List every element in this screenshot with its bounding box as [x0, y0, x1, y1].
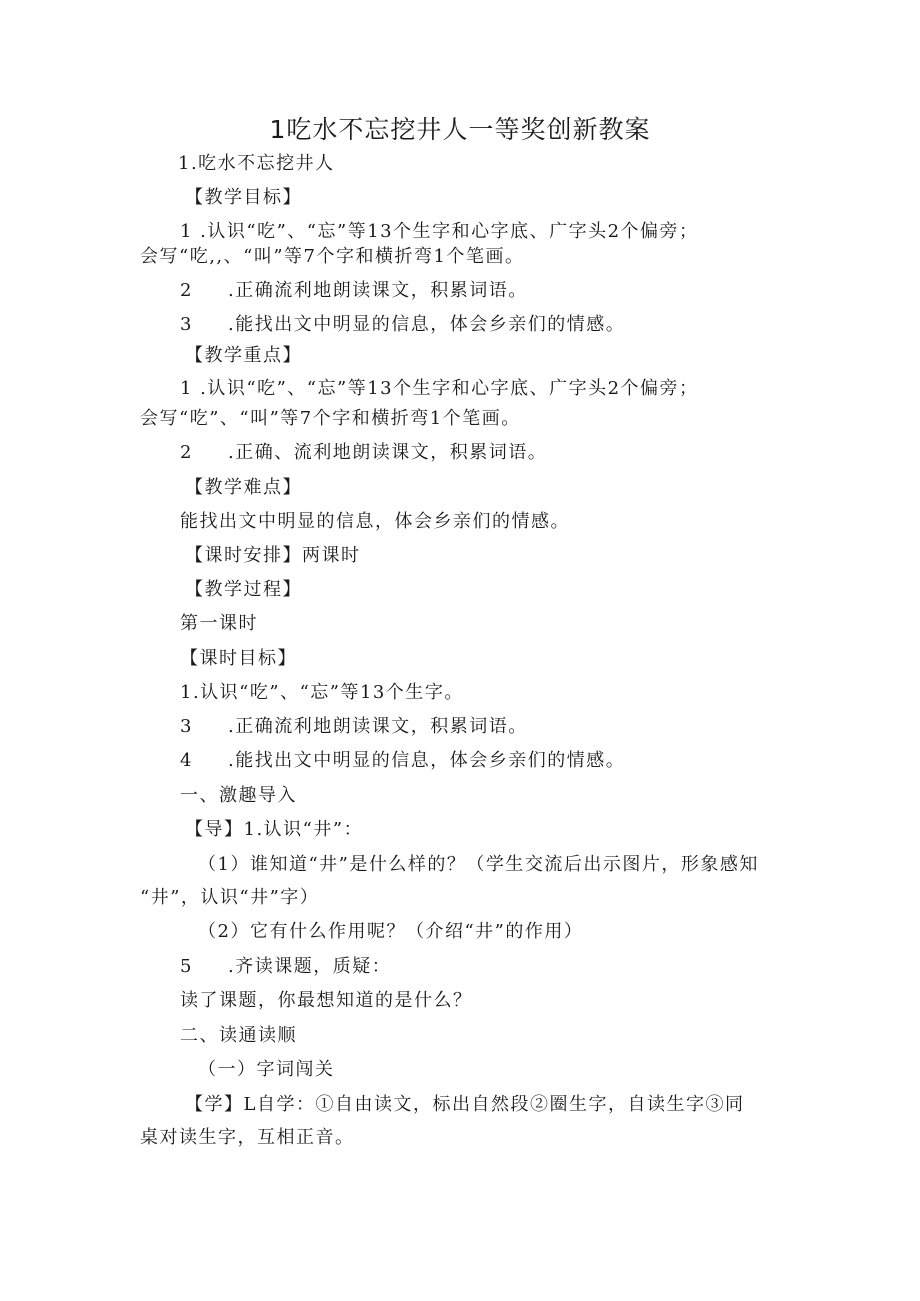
section-heading-lesson-goals: 【课时目标】	[180, 648, 297, 669]
item-text: .能找出文中明显的信息，体会乡亲们的情感。	[228, 750, 626, 771]
numbered-item	[180, 313, 625, 337]
item-number: 2	[180, 442, 193, 463]
paragraph-line: 【导】1.认识“井”：	[185, 819, 364, 840]
paragraph-line: （2）它有什么作用呢？（介绍“井”的作用）	[198, 921, 584, 942]
item-number: 3	[180, 314, 193, 335]
paragraph-line: 桌对读生字，互相正音。	[140, 1127, 355, 1148]
document-title: 1吃水不忘挖井人一等奖创新教案	[269, 115, 651, 144]
item-text: .正确、流利地朗读课文，积累词语。	[228, 442, 548, 463]
section-heading-key-points: 【教学重点】	[185, 345, 302, 366]
item-text: .正确流利地朗读课文，积累词语。	[228, 716, 528, 737]
numbered-item	[180, 749, 625, 773]
subheading-reading: 二、读通读顺	[180, 1025, 297, 1046]
numbered-item	[180, 441, 547, 465]
item-number: 2	[180, 280, 193, 301]
item-number: 4	[180, 750, 193, 771]
paragraph-line: 1 .认识“吃”、“忘”等13个生字和心字底、广字头2个偏旁；	[180, 378, 699, 399]
section-heading-process: 【教学过程】	[185, 579, 302, 600]
section-heading-goals: 【教学目标】	[185, 187, 302, 208]
subheading-vocabulary: （一）字词闯关	[198, 1059, 335, 1080]
subheading-first-lesson: 第一课时	[180, 613, 258, 634]
item-number: 3	[180, 716, 193, 737]
paragraph-line: 1.认识“吃”、“忘”等13个生字。	[180, 682, 464, 703]
item-text: .齐读课题，质疑：	[228, 956, 392, 977]
paragraph-line: 会写“吃,,、“叫”等7个字和横折弯1个笔画。	[140, 246, 525, 267]
item-number: 5	[180, 956, 193, 977]
paragraph-line: （1）谁知道“井”是什么样的？（学生交流后出示图片，形象感知	[198, 854, 759, 875]
lesson-heading: 1.吃水不忘挖井人	[178, 153, 335, 174]
paragraph-line: 读了课题，你最想知道的是什么？	[180, 990, 473, 1011]
item-text: .正确流利地朗读课文，积累词语。	[228, 280, 528, 301]
numbered-item	[180, 715, 528, 739]
numbered-item	[180, 279, 528, 303]
section-heading-schedule: 【课时安排】两课时	[185, 545, 361, 566]
item-text: .能找出文中明显的信息，体会乡亲们的情感。	[228, 314, 626, 335]
paragraph-line: 【学】L自学：①自由读文，标出自然段②圈生字，自读生字③同	[185, 1094, 745, 1115]
paragraph-line: “井”，认识“井”字）	[140, 887, 320, 908]
numbered-item	[180, 955, 391, 979]
paragraph-line: 会写“吃”、“叫”等7个字和横折弯1个笔画。	[140, 408, 521, 429]
section-heading-difficulties: 【教学难点】	[185, 477, 302, 498]
paragraph-line: 1 .认识“吃”、“忘”等13个生字和心字底、广字头2个偏旁；	[180, 221, 699, 242]
subheading-intro: 一、激趣导入	[180, 785, 297, 806]
paragraph-line: 能找出文中明显的信息，体会乡亲们的情感。	[180, 511, 570, 532]
